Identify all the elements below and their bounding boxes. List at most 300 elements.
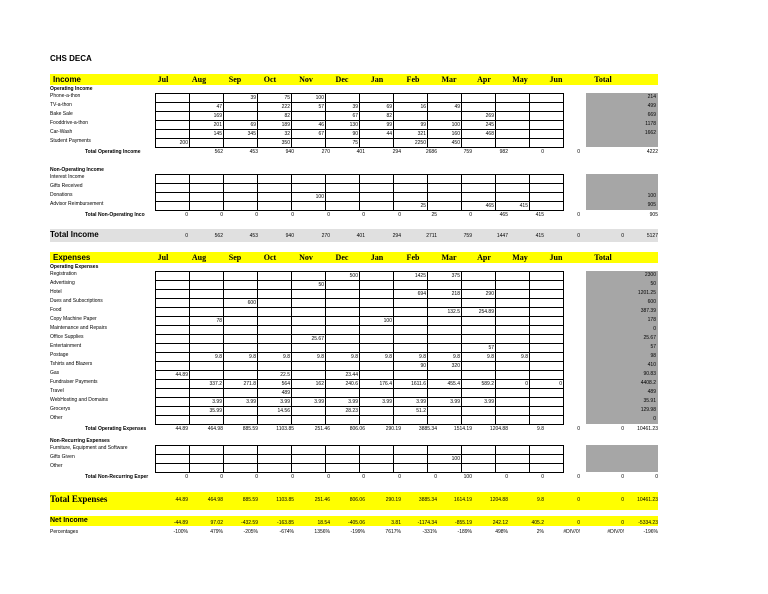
grid-cell[interactable] [190, 94, 224, 103]
grid-cell[interactable]: 3.99 [190, 398, 224, 407]
grid-cell[interactable] [428, 344, 462, 353]
grid-cell[interactable]: 1425 [394, 272, 428, 281]
grid-cell[interactable] [292, 299, 326, 308]
grid-cell[interactable] [156, 464, 190, 473]
grid-cell[interactable] [190, 389, 224, 398]
grid-cell[interactable] [462, 416, 496, 425]
grid-cell[interactable] [156, 121, 190, 130]
grid-cell[interactable] [258, 299, 292, 308]
grid-cell[interactable]: 169 [190, 112, 224, 121]
grid-cell[interactable] [224, 202, 258, 211]
grid-cell[interactable] [394, 326, 428, 335]
grid-cell[interactable] [428, 317, 462, 326]
grid-cell[interactable]: 321 [394, 130, 428, 139]
grid-cell[interactable] [190, 139, 224, 148]
grid-cell[interactable] [224, 335, 258, 344]
grid-cell[interactable]: 245 [462, 121, 496, 130]
grid-cell[interactable] [156, 202, 190, 211]
grid-cell[interactable]: 90 [326, 130, 360, 139]
grid-cell[interactable] [530, 446, 564, 455]
grid-cell[interactable] [190, 344, 224, 353]
grid-cell[interactable] [530, 326, 564, 335]
grid-cell[interactable] [360, 455, 394, 464]
grid-cell[interactable] [496, 407, 530, 416]
grid-cell[interactable] [258, 326, 292, 335]
grid-cell[interactable]: 468 [462, 130, 496, 139]
grid-cell[interactable] [224, 112, 258, 121]
grid-cell[interactable] [156, 299, 190, 308]
grid-cell[interactable]: 694 [394, 290, 428, 299]
grid-cell[interactable] [496, 464, 530, 473]
grid-cell[interactable] [462, 175, 496, 184]
grid-cell[interactable] [428, 371, 462, 380]
grid-cell[interactable] [326, 94, 360, 103]
grid-cell[interactable] [530, 335, 564, 344]
grid-cell[interactable]: 67 [292, 130, 326, 139]
grid-cell[interactable] [326, 184, 360, 193]
grid-cell[interactable] [394, 455, 428, 464]
grid-cell[interactable] [496, 121, 530, 130]
grid-cell[interactable] [258, 202, 292, 211]
grid-cell[interactable] [156, 353, 190, 362]
grid-cell[interactable]: 90 [394, 362, 428, 371]
grid-cell[interactable] [496, 344, 530, 353]
grid-cell[interactable] [394, 335, 428, 344]
grid-cell[interactable] [292, 139, 326, 148]
grid-cell[interactable] [360, 184, 394, 193]
grid-cell[interactable] [360, 94, 394, 103]
grid-cell[interactable]: 82 [360, 112, 394, 121]
grid-cell[interactable]: 201 [190, 121, 224, 130]
grid-cell[interactable] [360, 416, 394, 425]
grid-cell[interactable]: 67 [326, 112, 360, 121]
grid-cell[interactable] [394, 317, 428, 326]
grid-cell[interactable] [496, 446, 530, 455]
grid-cell[interactable]: 1611.6 [394, 380, 428, 389]
grid-cell[interactable] [530, 193, 564, 202]
grid-cell[interactable] [428, 184, 462, 193]
grid-cell[interactable]: 100 [428, 121, 462, 130]
grid-cell[interactable] [326, 202, 360, 211]
grid-cell[interactable]: 9.8 [462, 353, 496, 362]
grid-cell[interactable] [190, 464, 224, 473]
grid-cell[interactable] [326, 308, 360, 317]
grid-cell[interactable]: 25 [394, 202, 428, 211]
grid-cell[interactable]: 69 [360, 103, 394, 112]
grid-cell[interactable]: 9.8 [428, 353, 462, 362]
grid-cell[interactable] [190, 446, 224, 455]
grid-cell[interactable] [462, 455, 496, 464]
grid-cell[interactable] [394, 299, 428, 308]
grid-cell[interactable] [428, 416, 462, 425]
grid-cell[interactable] [530, 416, 564, 425]
grid-cell[interactable] [292, 446, 326, 455]
grid-cell[interactable] [224, 139, 258, 148]
grid-cell[interactable] [360, 202, 394, 211]
grid-cell[interactable] [326, 362, 360, 371]
grid-cell[interactable] [462, 103, 496, 112]
grid-cell[interactable] [156, 308, 190, 317]
grid-cell[interactable] [428, 464, 462, 473]
grid-cell[interactable] [190, 371, 224, 380]
grid-cell[interactable] [190, 455, 224, 464]
grid-cell[interactable] [530, 94, 564, 103]
grid-cell[interactable] [530, 389, 564, 398]
grid-cell[interactable] [462, 335, 496, 344]
grid-cell[interactable] [156, 398, 190, 407]
grid-cell[interactable] [292, 308, 326, 317]
grid-cell[interactable] [530, 139, 564, 148]
grid-cell[interactable]: 44 [360, 130, 394, 139]
grid-cell[interactable] [292, 464, 326, 473]
grid-cell[interactable] [326, 446, 360, 455]
grid-cell[interactable] [360, 344, 394, 353]
grid-cell[interactable] [360, 139, 394, 148]
grid-cell[interactable] [156, 317, 190, 326]
grid-cell[interactable]: 3.99 [462, 398, 496, 407]
grid-cell[interactable] [530, 290, 564, 299]
grid-cell[interactable] [394, 464, 428, 473]
grid-cell[interactable] [496, 317, 530, 326]
grid-cell[interactable]: 28.23 [326, 407, 360, 416]
grid-cell[interactable] [292, 184, 326, 193]
grid-cell[interactable]: 100 [360, 317, 394, 326]
grid-cell[interactable]: 271.8 [224, 380, 258, 389]
grid-cell[interactable] [224, 175, 258, 184]
grid-cell[interactable] [462, 362, 496, 371]
grid-cell[interactable] [394, 94, 428, 103]
grid-cell[interactable] [428, 94, 462, 103]
grid-cell[interactable] [326, 389, 360, 398]
grid-cell[interactable]: 47 [190, 103, 224, 112]
grid-cell[interactable]: 22.5 [258, 371, 292, 380]
grid-cell[interactable] [326, 317, 360, 326]
grid-cell[interactable] [462, 317, 496, 326]
grid-cell[interactable]: 600 [224, 299, 258, 308]
grid-cell[interactable] [326, 326, 360, 335]
grid-cell[interactable] [258, 290, 292, 299]
grid-cell[interactable] [292, 407, 326, 416]
grid-cell[interactable] [156, 455, 190, 464]
grid-cell[interactable] [292, 326, 326, 335]
grid-cell[interactable] [530, 103, 564, 112]
grid-cell[interactable] [326, 344, 360, 353]
grid-cell[interactable] [292, 416, 326, 425]
grid-cell[interactable] [258, 335, 292, 344]
grid-cell[interactable] [496, 272, 530, 281]
grid-cell[interactable] [462, 299, 496, 308]
grid-cell[interactable] [156, 112, 190, 121]
grid-cell[interactable] [530, 281, 564, 290]
grid-cell[interactable] [190, 299, 224, 308]
grid-cell[interactable]: 415 [496, 202, 530, 211]
grid-cell[interactable] [360, 335, 394, 344]
grid-cell[interactable] [156, 175, 190, 184]
grid-cell[interactable] [530, 362, 564, 371]
grid-cell[interactable]: 269 [462, 112, 496, 121]
grid-cell[interactable] [462, 139, 496, 148]
grid-cell[interactable] [530, 121, 564, 130]
grid-cell[interactable] [394, 416, 428, 425]
grid-cell[interactable]: 3.99 [326, 398, 360, 407]
grid-cell[interactable] [224, 464, 258, 473]
grid-cell[interactable]: 254.89 [462, 308, 496, 317]
grid-cell[interactable] [224, 103, 258, 112]
grid-cell[interactable] [360, 389, 394, 398]
grid-cell[interactable]: 99 [360, 121, 394, 130]
grid-cell[interactable] [462, 446, 496, 455]
grid-cell[interactable]: 9.8 [326, 353, 360, 362]
grid-cell[interactable] [428, 202, 462, 211]
grid-cell[interactable]: 345 [224, 130, 258, 139]
grid-cell[interactable] [530, 317, 564, 326]
grid-cell[interactable] [292, 202, 326, 211]
grid-cell[interactable]: 9.8 [360, 353, 394, 362]
grid-cell[interactable] [156, 272, 190, 281]
grid-cell[interactable] [530, 308, 564, 317]
grid-cell[interactable] [258, 446, 292, 455]
grid-cell[interactable]: 3.99 [224, 398, 258, 407]
grid-cell[interactable]: 23.44 [326, 371, 360, 380]
grid-cell[interactable] [258, 317, 292, 326]
grid-cell[interactable] [156, 389, 190, 398]
grid-cell[interactable]: 189 [258, 121, 292, 130]
grid-cell[interactable] [530, 371, 564, 380]
grid-cell[interactable] [224, 416, 258, 425]
grid-cell[interactable] [428, 193, 462, 202]
grid-cell[interactable]: 78 [190, 317, 224, 326]
grid-cell[interactable] [292, 175, 326, 184]
grid-cell[interactable] [462, 326, 496, 335]
grid-cell[interactable] [224, 362, 258, 371]
grid-cell[interactable] [326, 416, 360, 425]
grid-cell[interactable] [156, 380, 190, 389]
grid-cell[interactable]: 290 [462, 290, 496, 299]
grid-cell[interactable] [326, 299, 360, 308]
grid-cell[interactable] [190, 290, 224, 299]
grid-cell[interactable] [190, 335, 224, 344]
grid-cell[interactable]: 455.4 [428, 380, 462, 389]
grid-cell[interactable] [224, 407, 258, 416]
grid-cell[interactable] [156, 103, 190, 112]
grid-cell[interactable] [530, 299, 564, 308]
grid-cell[interactable] [496, 335, 530, 344]
grid-cell[interactable] [224, 184, 258, 193]
grid-cell[interactable] [258, 272, 292, 281]
grid-cell[interactable] [530, 455, 564, 464]
grid-cell[interactable] [360, 371, 394, 380]
grid-cell[interactable]: 49 [428, 103, 462, 112]
grid-cell[interactable] [292, 362, 326, 371]
grid-cell[interactable] [462, 272, 496, 281]
grid-cell[interactable]: 176.4 [360, 380, 394, 389]
grid-cell[interactable]: 3.99 [292, 398, 326, 407]
grid-cell[interactable] [326, 290, 360, 299]
grid-cell[interactable] [462, 184, 496, 193]
grid-cell[interactable] [394, 344, 428, 353]
grid-cell[interactable] [156, 130, 190, 139]
grid-cell[interactable] [360, 308, 394, 317]
grid-cell[interactable] [224, 193, 258, 202]
grid-cell[interactable] [360, 464, 394, 473]
grid-cell[interactable] [190, 175, 224, 184]
grid-cell[interactable] [394, 446, 428, 455]
grid-cell[interactable] [156, 446, 190, 455]
grid-cell[interactable] [530, 398, 564, 407]
grid-cell[interactable] [394, 308, 428, 317]
grid-cell[interactable]: 320 [428, 362, 462, 371]
grid-cell[interactable] [462, 371, 496, 380]
grid-cell[interactable] [156, 326, 190, 335]
grid-cell[interactable] [530, 272, 564, 281]
grid-cell[interactable] [326, 193, 360, 202]
grid-cell[interactable] [496, 362, 530, 371]
grid-cell[interactable] [462, 193, 496, 202]
grid-cell[interactable] [224, 371, 258, 380]
grid-cell[interactable] [224, 272, 258, 281]
grid-cell[interactable] [292, 455, 326, 464]
grid-cell[interactable]: 16 [394, 103, 428, 112]
grid-cell[interactable]: 240.6 [326, 380, 360, 389]
grid-cell[interactable] [428, 281, 462, 290]
grid-cell[interactable]: 25.67 [292, 335, 326, 344]
grid-cell[interactable]: 9.8 [190, 353, 224, 362]
grid-cell[interactable] [360, 362, 394, 371]
grid-cell[interactable] [360, 326, 394, 335]
grid-cell[interactable]: 375 [428, 272, 462, 281]
grid-cell[interactable] [190, 184, 224, 193]
grid-cell[interactable] [258, 362, 292, 371]
grid-cell[interactable]: 100 [292, 193, 326, 202]
grid-cell[interactable]: 39 [326, 103, 360, 112]
grid-cell[interactable] [428, 112, 462, 121]
grid-cell[interactable]: 100 [292, 94, 326, 103]
grid-cell[interactable] [224, 281, 258, 290]
grid-cell[interactable] [394, 371, 428, 380]
grid-cell[interactable] [360, 446, 394, 455]
grid-cell[interactable] [258, 193, 292, 202]
grid-cell[interactable]: 39 [224, 94, 258, 103]
grid-cell[interactable] [394, 193, 428, 202]
grid-cell[interactable] [496, 398, 530, 407]
grid-cell[interactable]: 46 [292, 121, 326, 130]
grid-cell[interactable] [394, 184, 428, 193]
grid-cell[interactable] [428, 326, 462, 335]
grid-cell[interactable]: 69 [224, 121, 258, 130]
grid-cell[interactable] [496, 308, 530, 317]
grid-cell[interactable] [462, 94, 496, 103]
grid-cell[interactable]: 51.2 [394, 407, 428, 416]
grid-cell[interactable] [326, 175, 360, 184]
grid-cell[interactable] [496, 175, 530, 184]
grid-cell[interactable] [530, 464, 564, 473]
grid-cell[interactable] [496, 94, 530, 103]
grid-cell[interactable] [258, 464, 292, 473]
grid-cell[interactable] [292, 290, 326, 299]
grid-cell[interactable] [530, 184, 564, 193]
grid-cell[interactable]: 564 [258, 380, 292, 389]
grid-cell[interactable]: 0 [530, 380, 564, 389]
grid-cell[interactable]: 589.2 [462, 380, 496, 389]
grid-cell[interactable]: 160 [428, 130, 462, 139]
grid-cell[interactable] [156, 416, 190, 425]
grid-cell[interactable] [360, 272, 394, 281]
grid-cell[interactable] [530, 353, 564, 362]
grid-cell[interactable]: 132.5 [428, 308, 462, 317]
grid-cell[interactable] [224, 290, 258, 299]
grid-cell[interactable] [496, 103, 530, 112]
grid-cell[interactable] [292, 317, 326, 326]
grid-cell[interactable] [496, 290, 530, 299]
grid-cell[interactable] [496, 281, 530, 290]
grid-cell[interactable] [156, 94, 190, 103]
grid-cell[interactable] [156, 344, 190, 353]
grid-cell[interactable]: 337.2 [190, 380, 224, 389]
grid-cell[interactable] [190, 326, 224, 335]
grid-cell[interactable] [258, 344, 292, 353]
grid-cell[interactable] [258, 281, 292, 290]
grid-cell[interactable] [496, 130, 530, 139]
grid-cell[interactable] [190, 416, 224, 425]
grid-cell[interactable]: 44.89 [156, 371, 190, 380]
grid-cell[interactable] [530, 407, 564, 416]
grid-cell[interactable]: 9.8 [224, 353, 258, 362]
grid-cell[interactable] [462, 464, 496, 473]
grid-cell[interactable] [258, 184, 292, 193]
grid-cell[interactable] [156, 193, 190, 202]
grid-cell[interactable] [156, 184, 190, 193]
grid-cell[interactable] [258, 416, 292, 425]
grid-cell[interactable] [530, 344, 564, 353]
grid-cell[interactable] [258, 308, 292, 317]
grid-cell[interactable] [156, 407, 190, 416]
grid-cell[interactable] [258, 175, 292, 184]
grid-cell[interactable]: 2250 [394, 139, 428, 148]
grid-cell[interactable]: 9.8 [394, 353, 428, 362]
grid-cell[interactable] [360, 299, 394, 308]
grid-cell[interactable] [292, 344, 326, 353]
grid-cell[interactable] [190, 193, 224, 202]
grid-cell[interactable] [496, 299, 530, 308]
grid-cell[interactable]: 145 [190, 130, 224, 139]
grid-cell[interactable] [224, 308, 258, 317]
grid-cell[interactable]: 162 [292, 380, 326, 389]
grid-cell[interactable] [326, 464, 360, 473]
grid-cell[interactable]: 130 [326, 121, 360, 130]
grid-cell[interactable]: 500 [326, 272, 360, 281]
grid-cell[interactable]: 75 [258, 94, 292, 103]
grid-cell[interactable] [156, 281, 190, 290]
grid-cell[interactable] [496, 455, 530, 464]
grid-cell[interactable]: 9.8 [496, 353, 530, 362]
grid-cell[interactable]: 450 [428, 139, 462, 148]
grid-cell[interactable] [326, 335, 360, 344]
grid-cell[interactable] [360, 290, 394, 299]
grid-cell[interactable] [190, 308, 224, 317]
grid-cell[interactable] [190, 362, 224, 371]
grid-cell[interactable] [496, 326, 530, 335]
grid-cell[interactable] [224, 344, 258, 353]
grid-cell[interactable] [394, 389, 428, 398]
grid-cell[interactable]: 200 [156, 139, 190, 148]
grid-cell[interactable]: 32 [258, 130, 292, 139]
grid-cell[interactable] [496, 112, 530, 121]
grid-cell[interactable] [394, 281, 428, 290]
grid-cell[interactable] [292, 112, 326, 121]
grid-cell[interactable] [360, 407, 394, 416]
grid-cell[interactable] [292, 371, 326, 380]
grid-cell[interactable] [326, 455, 360, 464]
